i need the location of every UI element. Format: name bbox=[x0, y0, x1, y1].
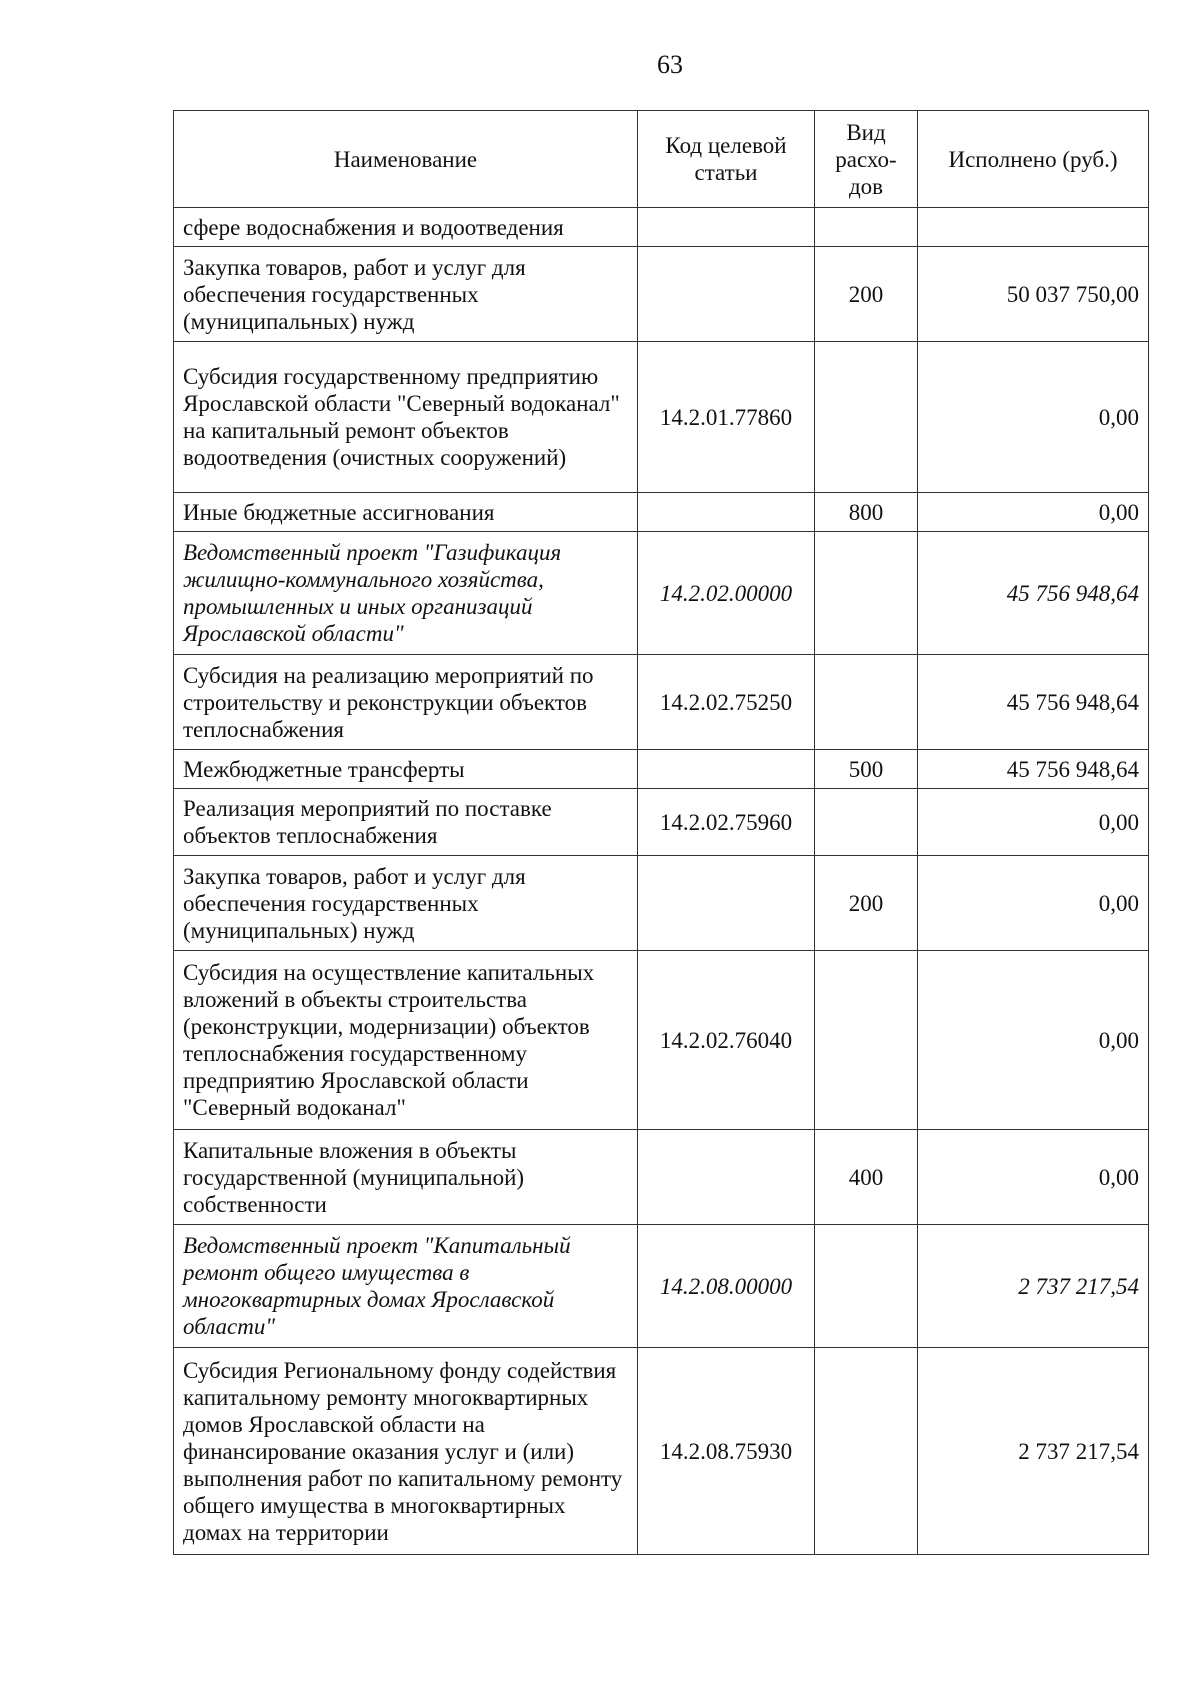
cell-amount bbox=[918, 208, 1149, 247]
header-kind: Вид расхо-дов bbox=[815, 111, 918, 208]
cell-amount: 45 756 948,64 bbox=[918, 532, 1149, 655]
table-row bbox=[174, 655, 1149, 750]
cell-code: 14.2.02.75960 bbox=[638, 789, 815, 856]
cell-amount: 2 737 217,54 bbox=[918, 1225, 1149, 1348]
table-row bbox=[174, 951, 1149, 1130]
cell-code bbox=[638, 856, 815, 951]
table-row bbox=[174, 750, 1149, 789]
cell-name: Межбюджетные трансферты bbox=[174, 750, 638, 789]
header-amount: Исполнено (руб.) bbox=[918, 111, 1149, 208]
cell-name: Иные бюджетные ассигнования bbox=[174, 493, 638, 532]
cell-code: 14.2.08.00000 bbox=[638, 1225, 815, 1348]
cell-amount: 0,00 bbox=[918, 493, 1149, 532]
cell-name: Ведомственный проект "Газификация жилищно-коммунального хозяйства, промышленных и иных организаций Ярославской области" bbox=[174, 532, 638, 655]
header-name: Наименование bbox=[174, 111, 638, 208]
cell-kind bbox=[815, 655, 918, 750]
header-code: Код целевой статьи bbox=[638, 111, 815, 208]
cell-code: 14.2.08.75930 bbox=[638, 1348, 815, 1555]
table-row bbox=[174, 1348, 1149, 1555]
cell-kind: 200 bbox=[815, 856, 918, 951]
table-row bbox=[174, 342, 1149, 493]
cell-kind: 200 bbox=[815, 247, 918, 342]
cell-code bbox=[638, 208, 815, 247]
cell-amount: 2 737 217,54 bbox=[918, 1348, 1149, 1555]
cell-code bbox=[638, 247, 815, 342]
cell-code bbox=[638, 493, 815, 532]
cell-name: Закупка товаров, работ и услуг для обеспечения государственных (муниципальных) нужд bbox=[174, 247, 638, 342]
cell-kind bbox=[815, 208, 918, 247]
cell-amount: 0,00 bbox=[918, 342, 1149, 493]
cell-amount: 50 037 750,00 bbox=[918, 247, 1149, 342]
cell-kind: 400 bbox=[815, 1130, 918, 1225]
cell-amount: 0,00 bbox=[918, 951, 1149, 1130]
table-row bbox=[174, 856, 1149, 951]
cell-code: 14.2.01.77860 bbox=[638, 342, 815, 493]
table-row bbox=[174, 247, 1149, 342]
cell-kind bbox=[815, 1225, 918, 1348]
cell-kind bbox=[815, 532, 918, 655]
cell-code: 14.2.02.75250 bbox=[638, 655, 815, 750]
cell-code bbox=[638, 750, 815, 789]
cell-amount: 0,00 bbox=[918, 789, 1149, 856]
cell-name: Субсидия Региональному фонду содействия капитальному ремонту многоквартирных домов Ярославской области на финансирование оказания услуг и (или) выполнения работ по капитальному ремонту общего имущества в многоквартирных домах на территории bbox=[174, 1348, 638, 1555]
table-row bbox=[174, 1225, 1149, 1348]
table-header-row bbox=[174, 111, 1149, 208]
cell-kind bbox=[815, 789, 918, 856]
cell-name: сфере водоснабжения и водоотведения bbox=[174, 208, 638, 247]
cell-kind bbox=[815, 342, 918, 493]
cell-name: Реализация мероприятий по поставке объектов теплоснабжения bbox=[174, 789, 638, 856]
cell-amount: 45 756 948,64 bbox=[918, 655, 1149, 750]
cell-code: 14.2.02.00000 bbox=[638, 532, 815, 655]
cell-code: 14.2.02.76040 bbox=[638, 951, 815, 1130]
cell-name: Субсидия на осуществление капитальных вложений в объекты строительства (реконструкции, модернизации) объектов теплоснабжения государственному предприятию Ярославской области "Северный водоканал" bbox=[174, 951, 638, 1130]
table-row bbox=[174, 208, 1149, 247]
table-row bbox=[174, 789, 1149, 856]
cell-kind: 500 bbox=[815, 750, 918, 789]
cell-name: Субсидия государственному предприятию Ярославской области "Северный водоканал" на капитальный ремонт объектов водоотведения (очистных сооружений) bbox=[174, 342, 638, 493]
cell-code bbox=[638, 1130, 815, 1225]
cell-name: Закупка товаров, работ и услуг для обеспечения государственных (муниципальных) нужд bbox=[174, 856, 638, 951]
table-row bbox=[174, 1130, 1149, 1225]
cell-kind bbox=[815, 951, 918, 1130]
cell-amount: 0,00 bbox=[918, 856, 1149, 951]
cell-amount: 45 756 948,64 bbox=[918, 750, 1149, 789]
cell-name: Ведомственный проект "Капитальный ремонт общего имущества в многоквартирных домах Ярославской области" bbox=[174, 1225, 638, 1348]
budget-table bbox=[173, 110, 1149, 1555]
table-row bbox=[174, 532, 1149, 655]
page-number: 63 bbox=[657, 50, 683, 79]
table-row bbox=[174, 493, 1149, 532]
cell-name: Субсидия на реализацию мероприятий по строительству и реконструкции объектов теплоснабжения bbox=[174, 655, 638, 750]
cell-kind: 800 bbox=[815, 493, 918, 532]
cell-name: Капитальные вложения в объекты государственной (муниципальной) собственности bbox=[174, 1130, 638, 1225]
cell-amount: 0,00 bbox=[918, 1130, 1149, 1225]
cell-kind bbox=[815, 1348, 918, 1555]
